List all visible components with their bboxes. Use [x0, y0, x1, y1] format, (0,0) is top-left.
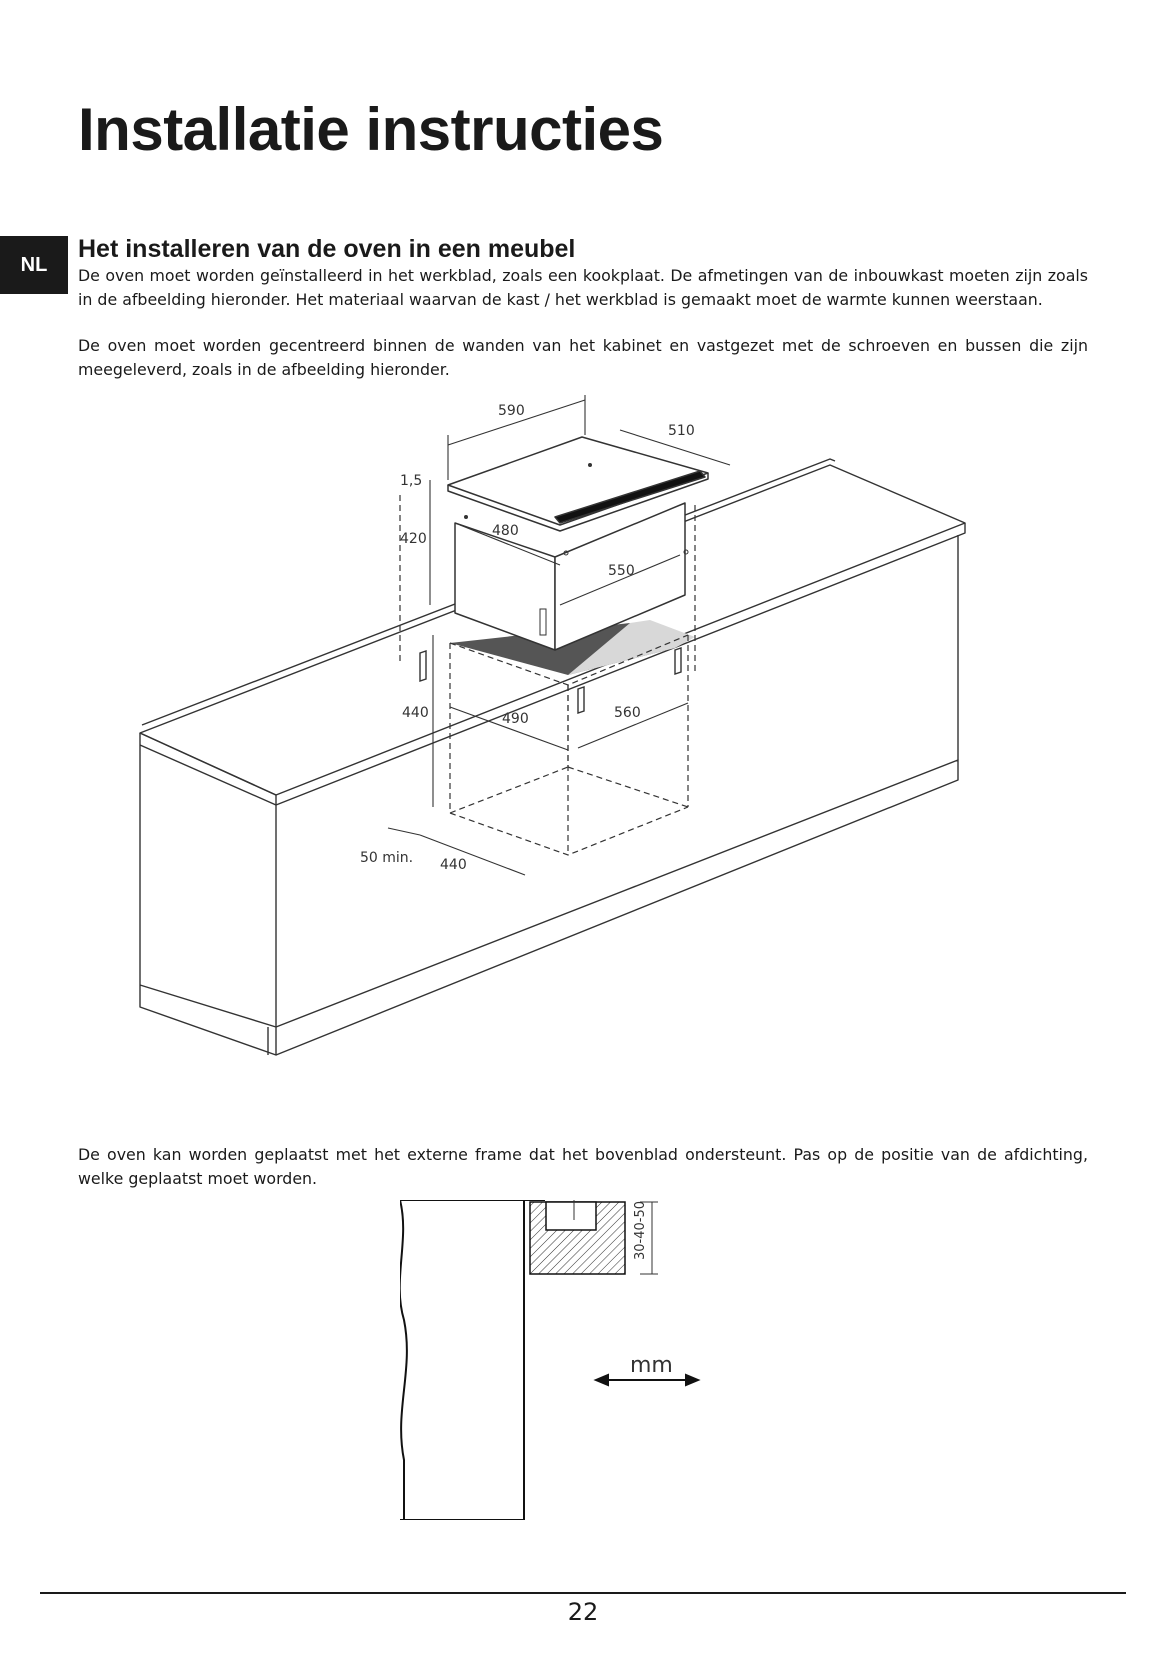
gasket [546, 1202, 596, 1230]
dim-cutout-depth-label: 560 [614, 705, 641, 721]
plinth [140, 985, 276, 1055]
dim-inner-width-label: 480 [492, 523, 519, 539]
section-heading: Het installeren van de oven in een meubel [78, 235, 576, 263]
dim-min-distance-label: 50 min. [360, 850, 414, 866]
break-line [400, 1200, 407, 1520]
centering-paragraph: De oven moet worden gecentreerd binnen de wanden van het kabinet en vastgezet met de schroeven en bussen die zijn meegeleverd, zoals in de afbeelding hieronder. [78, 336, 1088, 379]
installation-diagram [130, 395, 1040, 1125]
intro-paragraph: De oven moet worden geïnstalleerd in het werkblad, zoals een kookplaat. De afmetingen van de inbouwkast moeten zijn zoals in de afbeelding hieronder. Het materiaal waarvan de kast / het werkblad is gemaakt moet de warmte kunnen weerstaan. [78, 266, 1088, 309]
dim-cutout-height-label: 440 [402, 705, 429, 721]
dim-front-depth-label: 440 [440, 857, 467, 873]
dim-inner-depth-label: 550 [608, 563, 635, 579]
dim-height-label: 420 [400, 531, 427, 547]
bracket-left [420, 651, 426, 681]
dim-top-thickness-label: 1,5 [400, 473, 423, 489]
unit-label: mm [630, 1353, 673, 1378]
cross-section-diagram [400, 1200, 800, 1520]
thickness-label: 30-40-50 [633, 1200, 648, 1260]
language-tab: NL [0, 236, 68, 294]
dim-depth-label: 510 [668, 423, 695, 439]
page-title: Installatie instructies [78, 96, 664, 163]
page-number: 22 [567, 1598, 599, 1626]
dim-width-label: 590 [498, 403, 525, 419]
bracket-right [675, 648, 681, 674]
footer-rule [40, 1592, 1126, 1594]
cabinet-bottom [276, 760, 958, 1055]
frame-paragraph: De oven kan worden geplaatst met het externe frame dat het bovenblad ondersteunt. Pas op de positie van de afdichting, welke geplaatst moet worden. [78, 1145, 1088, 1188]
bracket-middle [578, 687, 584, 713]
dim-cutout-width-label: 490 [502, 711, 529, 727]
